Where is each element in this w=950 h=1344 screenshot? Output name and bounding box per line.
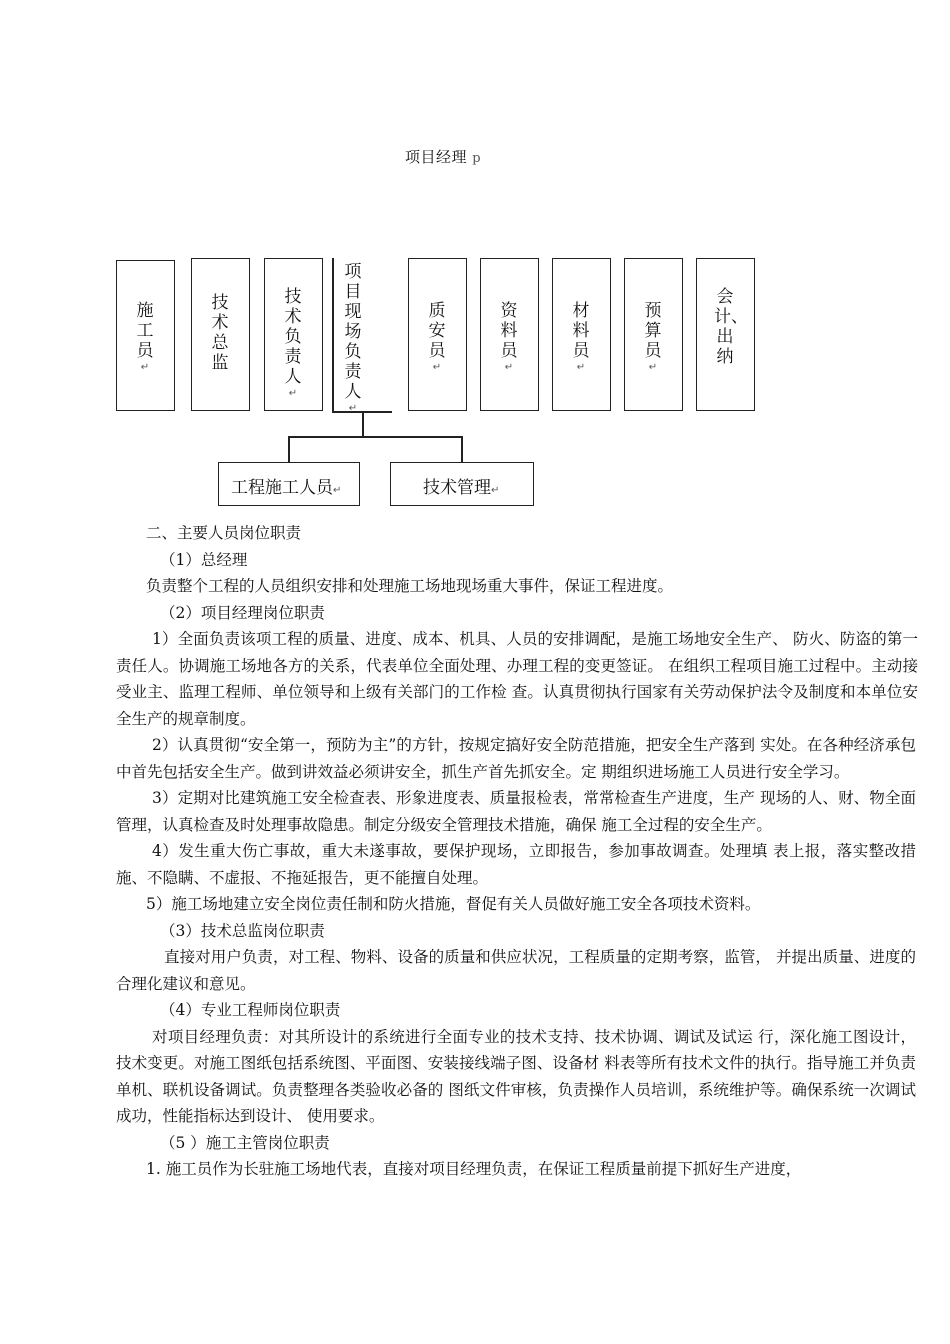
document-body — [116, 520, 916, 1183]
paragraph: 直接对用户负责，对工程、物料、设备的质量和供应状况，工程质量的定期考察，监管， 并提出质量、进度的合理化建议和意见。 — [116, 948, 916, 993]
return-mark-icon: ↵ — [576, 362, 586, 373]
return-mark-icon: ↵ — [648, 362, 658, 373]
org-box-label: 工程施工人员 — [231, 478, 333, 498]
return-mark-icon: ↵ — [491, 485, 500, 496]
subsection-heading: （4）专业工程师岗位职责 — [160, 1001, 341, 1019]
org-box-label: 技术负责人 — [284, 287, 302, 387]
org-box-site-manager — [332, 258, 392, 413]
org-box-budget — [624, 258, 683, 411]
page-title-suffix: p — [472, 151, 482, 166]
org-box-label: 预算员 — [644, 301, 662, 361]
paragraph: 5）施工场地建立安全岗位责任制和防火措施，督促有关人员做好施工安全各项技术资料。 — [146, 895, 761, 913]
org-box-accounting — [696, 258, 755, 411]
paragraph: 1. 施工员作为长驻施工场地代表，直接对项目经理负责，在保证工程质量前提下抓好生产进度， — [146, 1160, 802, 1178]
return-mark-icon: ↵ — [348, 403, 358, 414]
org-box-label: 施工员 — [136, 301, 154, 361]
org-box-quality-safety — [408, 258, 467, 411]
org-box-label: 质安员 — [428, 301, 446, 361]
return-mark-icon: ↵ — [432, 362, 442, 373]
subsection-heading: （2）项目经理岗位职责 — [160, 603, 325, 622]
connector-line — [461, 436, 463, 463]
paragraph: 负责整个工程的人员组织安排和处理施工场地现场重大事件，保证工程进度。 — [146, 577, 674, 595]
connector-line — [288, 436, 290, 463]
org-box-materials — [552, 258, 611, 411]
paragraph: 3）定期对比建筑施工安全检查表、形象进度表、质量报检表，常常检查生产进度，生产 现场的人、财、物全面管理，认真检查及时处理事故隐患。制定分级安全管理技术措施，确保 施工全过程的安全生产。 — [116, 789, 916, 834]
org-box-label: 资料员 — [500, 301, 518, 361]
subsection-heading: （5 ）施工主管岗位职责 — [160, 1133, 330, 1152]
page-title-text: 项目经理 — [405, 148, 468, 166]
org-box-documentation — [480, 258, 539, 411]
org-chart — [0, 0, 950, 520]
org-box-label: 项目现场负责人 — [344, 262, 362, 402]
subsection-heading: （3）技术总监岗位职责 — [160, 921, 325, 940]
connector-line — [362, 411, 364, 437]
section-heading: 二、主要人员岗位职责 — [146, 524, 302, 542]
org-box-construction-staff — [218, 462, 360, 506]
paragraph: 对项目经理负责：对其所设计的系统进行全面专业的技术支持、技术协调、调试及试运 行，深化施工图设计，技术变更。对施工图纸包括系统图、平面图、安装接线端子图、设备材 料表等所有技术文件的执行。指导施工并负责单机、联机设备调试。负责整理各类验收必备的 图纸文件审核，负责操作人员培训，系统维护等。确保系统一次调试成功，性能指标达到设计、 使用要求。 — [116, 1027, 916, 1125]
return-mark-icon: ↵ — [288, 388, 298, 399]
paragraph: 2）认真贯彻“安全第一，预防为主”的方针，按规定搞好安全防范措施，把安全生产落到 实处。在各种经济承包中首先包括安全生产。做到讲效益必须讲安全，抓生产首先抓安全。定 期组织进场施工人员进行安全学习。 — [116, 736, 916, 781]
return-mark-icon: ↵ — [333, 485, 342, 496]
org-box-label: 会计、出纳 — [714, 287, 748, 367]
org-box-label: 技术总监 — [211, 293, 229, 373]
org-box-construction-worker — [116, 260, 175, 411]
org-box-label: 材料员 — [572, 301, 590, 361]
subsection-heading: （1）总经理 — [160, 550, 248, 569]
org-box-technical-director — [191, 258, 250, 411]
return-mark-icon: ↵ — [140, 362, 150, 373]
org-box-label: 技术管理 — [423, 478, 491, 498]
return-mark-icon: ↵ — [504, 362, 514, 373]
paragraph: 1）全面负责该项工程的质量、进度、成本、机具、人员的安排调配，是施工场地安全生产、 防火、防盗的第一责任人。协调施工场地各方的关系，代表单位全面处理、办理工程的变更签证。 在组织工程项目施工过程中。主动接受业主、监理工程师、单位领导和上级有关部门的工作检 查。认真贯彻执行国家有关劳动保护法令及制度和本单位安全生产的规章制度。 — [116, 630, 918, 728]
org-box-technical-management — [390, 462, 534, 506]
org-box-technical-lead — [264, 258, 323, 411]
paragraph: 4）发生重大伤亡事故，重大未遂事故，要保护现场，立即报告，参加事故调查。处理填 表上报，落实整改措施、不隐瞒、不虚报、不拖延报告，更不能擅自处理。 — [116, 842, 916, 887]
connector-line — [288, 436, 462, 438]
